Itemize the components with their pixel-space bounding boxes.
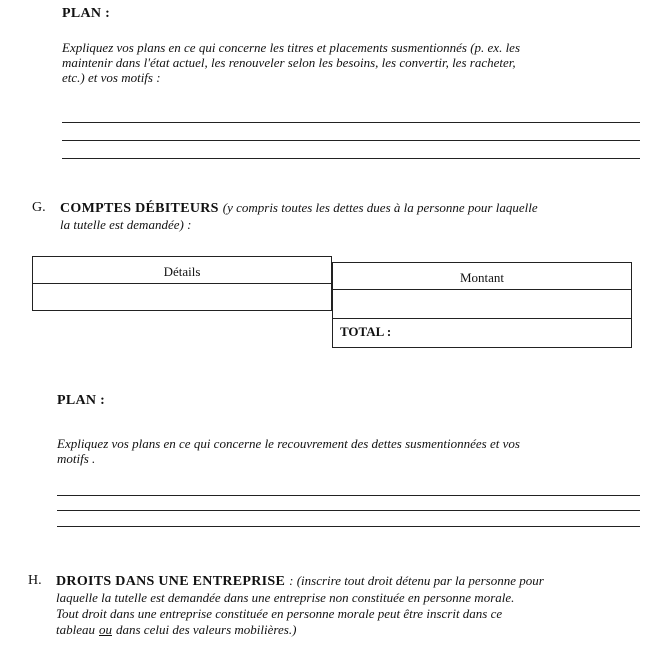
plan-f-instructions [62, 40, 652, 85]
answer-line-g2[interactable] [57, 510, 640, 511]
section-h-letter: H. [28, 573, 42, 588]
plan-g-instructions-line2: motifs . [57, 451, 96, 466]
section-g-subtitle-line1: (y compris toutes les dettes dues à la personne pour laquelle [222, 200, 538, 215]
section-h-text-line4-b: dans celui des valeurs mobilières.) [116, 622, 297, 637]
plan-g-instructions-line1: Expliquez vos plans en ce qui concerne le recouvrement des dettes susmentionnées et vos [57, 436, 520, 451]
section-h-text-line4-a: tableau [56, 622, 95, 637]
answer-line-g1[interactable] [57, 495, 640, 496]
total-label: TOTAL : [340, 324, 392, 339]
section-h-text-line3: Tout droit dans une entreprise constituée en personne morale peut être inscrit dans ce [56, 606, 503, 621]
section-h-text-line1: : (inscrire tout droit détenu par la personne pour [289, 573, 544, 588]
section-h-text [56, 573, 666, 638]
answer-line-f3[interactable] [62, 158, 640, 159]
section-g-header [60, 200, 660, 233]
section-h-title: DROITS DANS UNE ENTREPRISE [56, 574, 286, 589]
section-g-subtitle-line2: la tutelle est demandée) : [60, 217, 192, 232]
section-h-text-line4-ou: ou [99, 622, 112, 637]
plan-f-instructions-line3: etc.) et vos motifs : [62, 70, 161, 85]
amount-column-header: Montant [459, 270, 505, 285]
details-column-header: Détails [163, 264, 201, 279]
answer-line-f2[interactable] [62, 140, 640, 141]
plan-heading-f: PLAN : [62, 6, 111, 21]
plan-f-instructions-line2: maintenir dans l'état actuel, les renouveler selon les besoins, les convertir, les racheter, [62, 55, 516, 70]
section-h-text-line2: laquelle la tutelle est demandée dans une entreprise non constituée en personne morale. [56, 590, 515, 605]
details-header-divider [32, 283, 332, 284]
plan-f-instructions-line1: Expliquez vos plans en ce qui concerne les titres et placements susmentionnés (p. ex. les [62, 40, 521, 55]
amount-cell[interactable] [334, 292, 630, 316]
answer-line-f1[interactable] [62, 122, 640, 123]
answer-line-g3[interactable] [57, 526, 640, 527]
section-g-title: COMPTES DÉBITEURS [60, 201, 219, 216]
amount-header-divider [332, 289, 632, 290]
section-g-letter: G. [32, 200, 46, 215]
plan-g-instructions [57, 436, 657, 466]
plan-heading-g: PLAN : [57, 393, 106, 408]
amount-total-divider [332, 318, 632, 319]
details-cell[interactable] [34, 286, 330, 308]
total-amount-cell[interactable] [410, 320, 630, 346]
